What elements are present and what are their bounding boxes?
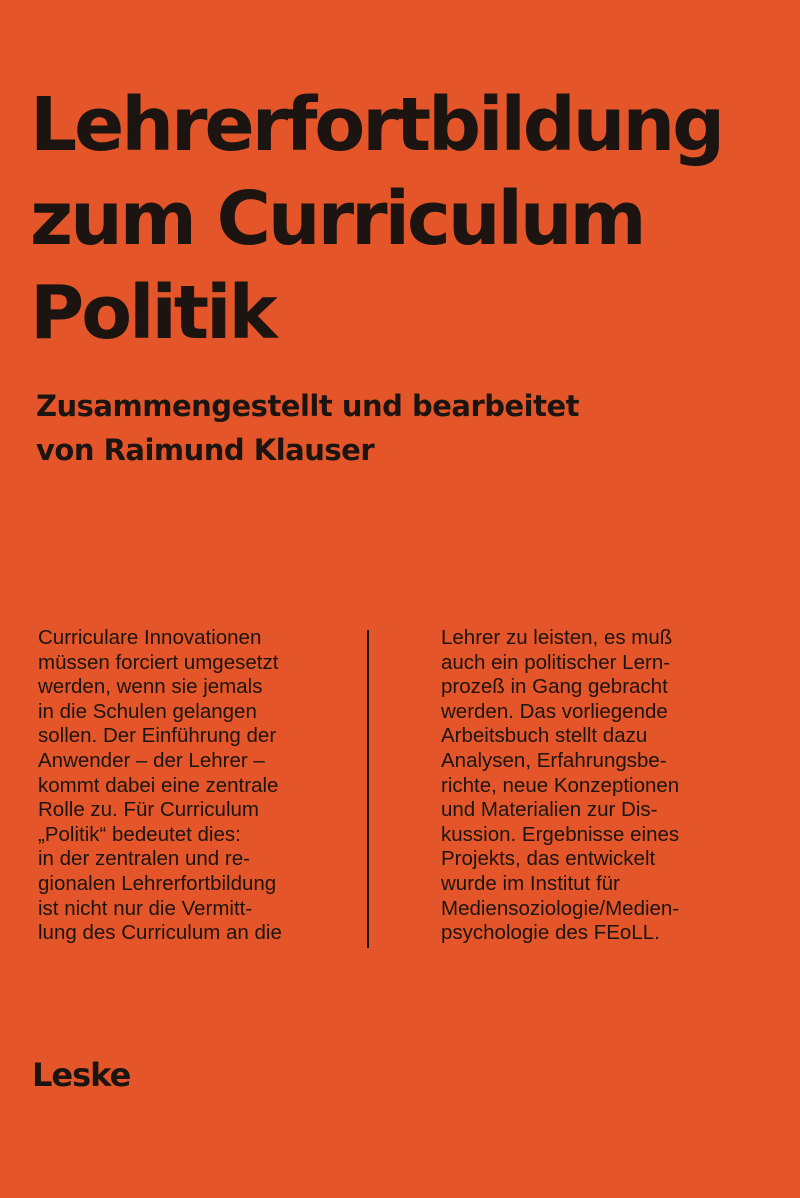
book-subtitle: [36, 384, 579, 472]
blurb-line: werden, wenn sie jemals: [38, 675, 263, 699]
blurb-line: Projekts, das entwickelt: [441, 847, 656, 871]
column-divider: [367, 630, 369, 948]
blurb-line: kommt dabei eine zentrale: [38, 773, 279, 797]
blurb-line: und Materialien zur Dis-: [441, 798, 658, 822]
book-title: [30, 78, 722, 360]
blurb-left-column: [38, 626, 282, 946]
blurb-line: ist nicht nur die Vermitt-: [38, 896, 253, 920]
blurb-line: gionalen Lehrerfortbildung: [38, 871, 277, 895]
blurb-line: in die Schulen gelangen: [38, 699, 257, 723]
blurb-line: wurde im Institut für: [441, 871, 620, 895]
blurb-line: Rolle zu. Für Curriculum: [38, 798, 259, 822]
title-line-2: zum Curriculum: [30, 176, 644, 262]
publisher-name: Leske: [32, 1056, 131, 1094]
blurb-line: müssen forciert umgesetzt: [38, 650, 279, 674]
blurb-line: lung des Curriculum an die: [38, 921, 282, 945]
blurb-right-column: [441, 626, 679, 946]
title-line-3: Politik: [30, 270, 275, 356]
title-line-1: Lehrerfortbildung: [30, 82, 723, 168]
blurb-line: in der zentralen und re-: [38, 847, 250, 871]
subtitle-line-1: Zusammengestellt und bearbeitet: [36, 389, 580, 423]
blurb-line: richte, neue Konzeptionen: [441, 773, 680, 797]
blurb-line: sollen. Der Einführung der: [38, 724, 277, 748]
blurb-line: Lehrer zu leisten, es muß: [441, 626, 673, 649]
subtitle-line-2: von Raimund Klauser: [36, 433, 375, 467]
blurb-line: „Politik“ bedeutet dies:: [38, 822, 241, 846]
blurb-line: Anwender – der Lehrer –: [38, 748, 265, 772]
blurb-line: psychologie des FEoLL.: [441, 921, 660, 945]
blurb-line: Curriculare Innovationen: [38, 626, 262, 649]
blurb-line: Arbeitsbuch stellt dazu: [441, 724, 648, 748]
blurb-line: kussion. Ergebnisse eines: [441, 822, 680, 846]
blurb-line: prozeß in Gang gebracht: [441, 675, 668, 699]
blurb-line: werden. Das vorliegende: [441, 699, 668, 723]
blurb-line: Analysen, Erfahrungsbe-: [441, 748, 667, 772]
blurb-line: auch ein politischer Lern-: [441, 650, 671, 674]
blurb-line: Mediensoziologie/Medien-: [441, 896, 680, 920]
